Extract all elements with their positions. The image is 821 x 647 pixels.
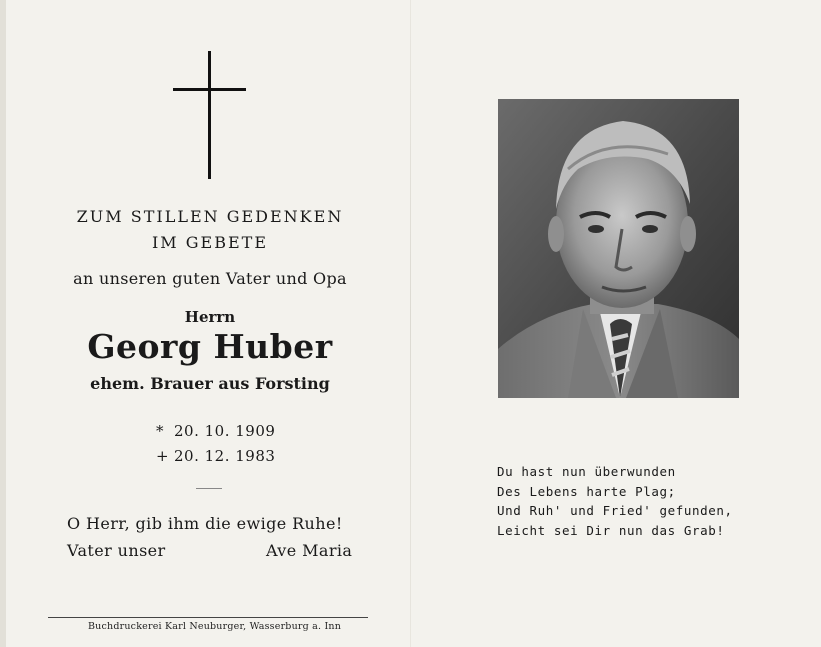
poem	[497, 462, 733, 540]
divider-dash	[196, 488, 222, 489]
occupation: ehem. Brauer aus Forsting	[90, 374, 330, 393]
birth-symbol: *	[156, 422, 164, 440]
heading-line-2: IM GEBETE	[151, 233, 269, 252]
prayer-line: O Herr, gib ihm die ewige Ruhe!	[67, 514, 343, 533]
heading-line-1: ZUM STILLEN GEDENKEN	[76, 207, 344, 226]
death-date-row	[156, 447, 275, 465]
footer-rule	[48, 617, 368, 618]
card-edge	[0, 0, 6, 647]
death-symbol: +	[156, 447, 170, 465]
deceased-name: Georg Huber	[87, 327, 333, 366]
prayer-vater-unser: Vater unser	[67, 541, 166, 560]
fold-line	[410, 0, 411, 647]
death-date: 20. 12. 1983	[174, 447, 276, 465]
printer-imprint: Buchdruckerei Karl Neuburger, Wasserburg a. Inn	[88, 621, 342, 632]
salutation: Herrn	[184, 308, 236, 326]
poem-line: Und Ruh' und Fried' gefunden,	[497, 503, 733, 518]
poem-line: Des Lebens harte Plag;	[497, 483, 676, 499]
poem-line: Leicht sei Dir nun das Grab!	[497, 522, 725, 538]
birth-date-row	[156, 422, 275, 440]
portrait-photo	[498, 99, 739, 398]
poem-line: Du hast nun überwunden	[497, 464, 676, 479]
birth-date: 20. 10. 1909	[174, 422, 276, 440]
intro-text: an unseren guten Vater und Opa	[73, 269, 347, 288]
prayer-ave-maria: Ave Maria	[266, 541, 353, 560]
